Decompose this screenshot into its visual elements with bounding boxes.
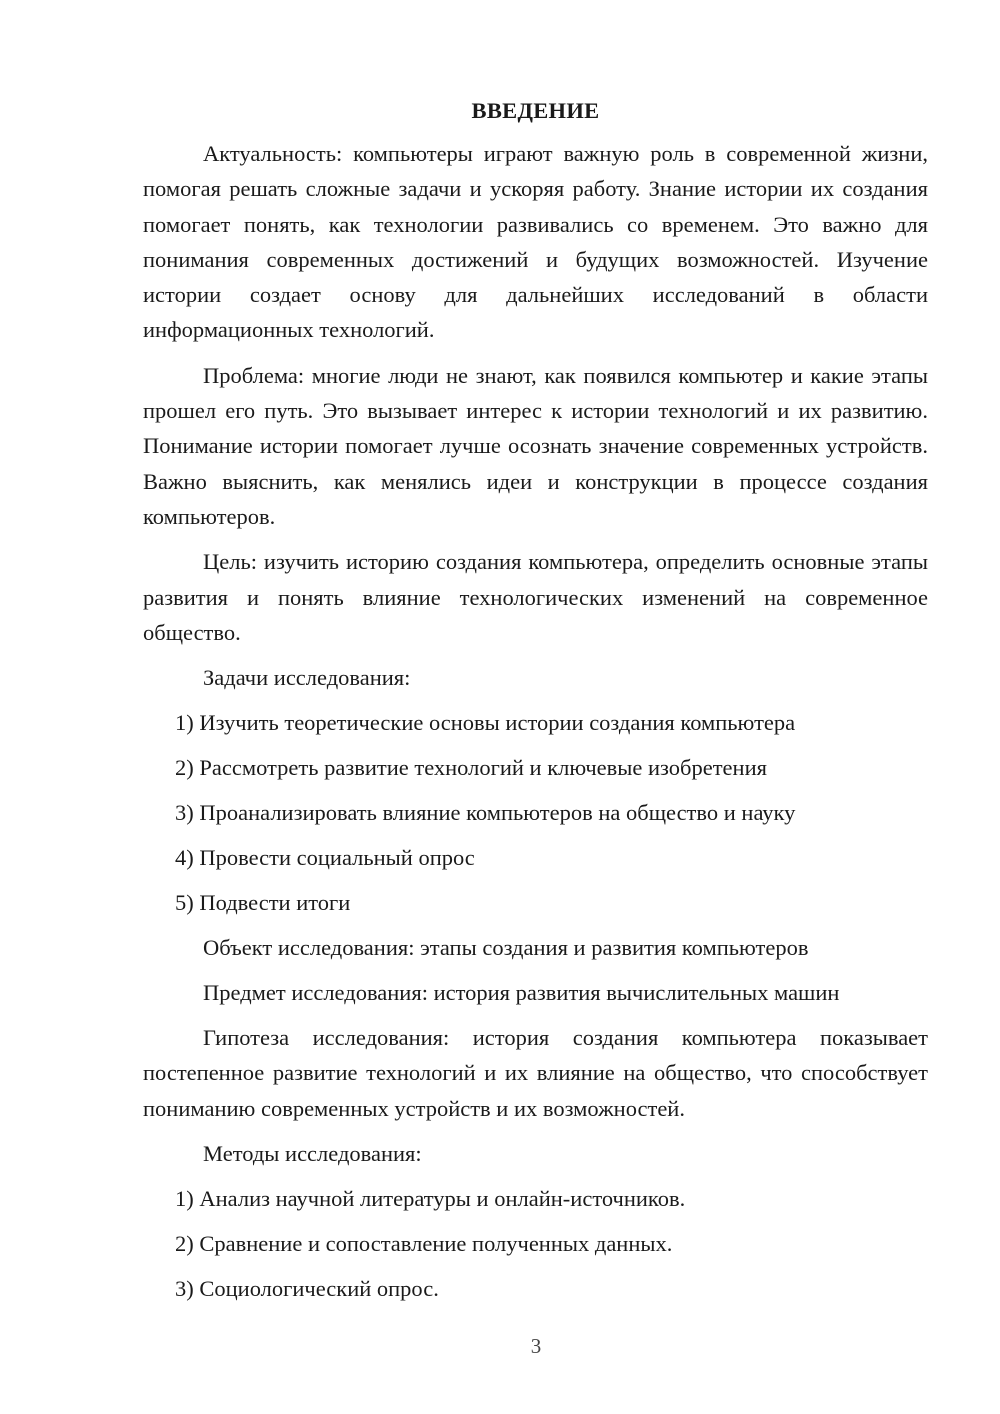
goal-paragraph: Цель: изучить историю создания компьютера, определить основные этапы развития и понять влияние технологических изменений на современное общество. bbox=[143, 549, 928, 645]
list-item: 3) Проанализировать влияние компьютеров на общество и науку bbox=[175, 800, 796, 826]
list-item: 2) Рассмотреть развитие технологий и ключевые изобретения bbox=[175, 755, 767, 781]
problem-paragraph: Проблема: многие люди не знают, как появился компьютер и какие этапы прошел его путь. Это вызывает интерес к истории технологий и их развитию. Понимание истории помогает лучше осознать значение современных устройств. Важно выяснить, как менялись идеи и конструкции в процессе создания компьютеров. bbox=[143, 362, 928, 529]
page-title: ВВЕДЕНИЕ bbox=[471, 98, 600, 123]
list-item: 2) Сравнение и сопоставление полученных данных. bbox=[175, 1231, 673, 1257]
tasks-heading: Задачи исследования: bbox=[203, 665, 411, 691]
subject-line: Предмет исследования: история развития вычислительных машин bbox=[203, 980, 840, 1006]
list-item: 1) Изучить теоретические основы истории создания компьютера bbox=[175, 710, 796, 736]
page-number: 3 bbox=[530, 1334, 542, 1358]
list-item: 3) Социологический опрос. bbox=[175, 1276, 439, 1302]
methods-heading: Методы исследования: bbox=[203, 1141, 422, 1167]
hypothesis-paragraph: Гипотеза исследования: история создания компьютера показывает постепенное развитие технологий и их влияние на общество, что способствует пониманию современных устройств и их возможностей. bbox=[143, 1025, 928, 1121]
object-line: Объект исследования: этапы создания и развития компьютеров bbox=[203, 935, 809, 961]
relevance-paragraph: Актуальность: компьютеры играют важную роль в современной жизни, помогая решать сложные задачи и ускоряя работу. Знание истории их создания помогает понять, как технологии развивались со временем. Это важно для понимания современных достижений и будущих возможностей. Изучение истории создает основу для дальнейших исследований в области информационных технологий. bbox=[143, 141, 928, 343]
tasks-list bbox=[143, 705, 928, 930]
list-item: 4) Провести социальный опрос bbox=[175, 845, 475, 871]
methods-list bbox=[143, 1181, 928, 1316]
list-item: 1) Анализ научной литературы и онлайн-источников. bbox=[175, 1186, 686, 1212]
list-item: 5) Подвести итоги bbox=[175, 890, 351, 916]
document-page bbox=[143, 96, 928, 1316]
